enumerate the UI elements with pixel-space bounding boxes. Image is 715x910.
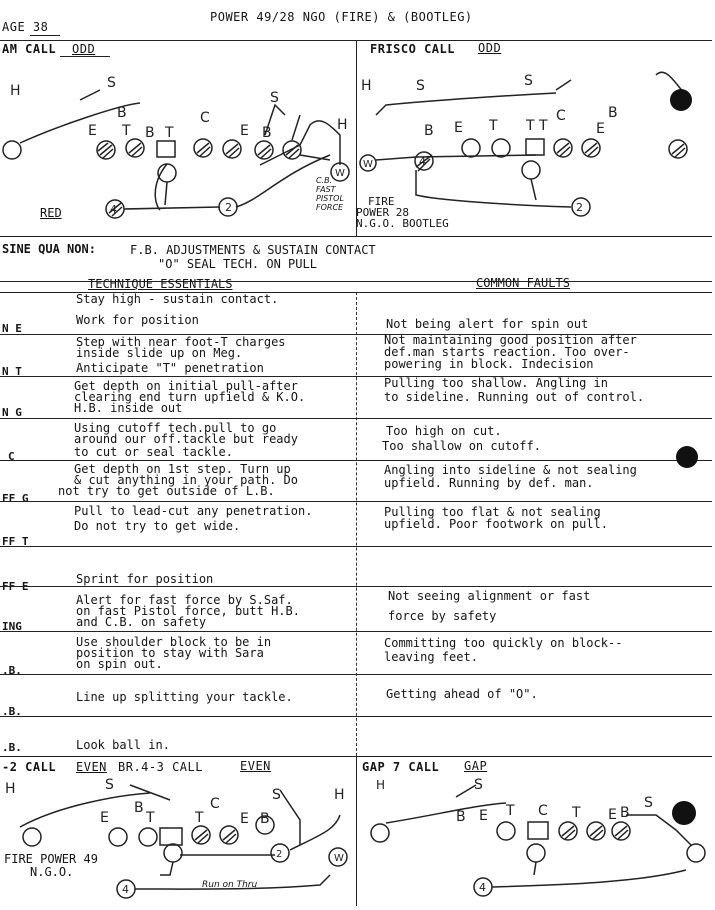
tech-line: & cut anything in your path. Do	[74, 473, 298, 487]
svg-text:T: T	[195, 810, 204, 826]
dark-blot	[670, 89, 692, 111]
player-circle	[109, 828, 127, 846]
tech-line: Sprint for position	[76, 572, 214, 586]
bottom-left-call-label: -2 CALL	[2, 760, 57, 774]
svg-text:C: C	[556, 108, 566, 124]
svg-text:H: H	[361, 78, 372, 94]
row-label: N G	[2, 406, 22, 419]
tech-line: Work for position	[76, 313, 199, 327]
svg-text:T: T	[165, 125, 174, 141]
svg-text:2: 2	[576, 201, 583, 214]
svg-text:C: C	[538, 803, 548, 819]
tech-line: Line up splitting your tackle.	[76, 690, 293, 704]
svg-text:B: B	[424, 123, 434, 139]
tech-line: Anticipate "T" penetration	[76, 361, 264, 375]
svg-text:2: 2	[225, 201, 232, 214]
tech-line: Do not try to get wide.	[74, 519, 241, 533]
fault-line: Committing too quickly on block--	[384, 636, 623, 650]
fault-line: powering in block. Indecision	[384, 357, 594, 371]
fault-line: Not seeing alignment or fast	[388, 589, 591, 603]
svg-text:C: C	[210, 796, 220, 812]
fault-line: Not being alert for spin out	[386, 317, 589, 331]
fault-line: leaving feet.	[384, 650, 478, 664]
svg-text:E: E	[596, 121, 605, 137]
svg-text:T: T	[489, 118, 498, 134]
row-separator	[0, 546, 712, 547]
svg-text:H: H	[10, 83, 21, 99]
bottom-left-call-value-2: EVEN	[240, 759, 271, 773]
row-separator	[0, 631, 712, 632]
top-right-caption: FIRE POWER 28 N.G.O. BOOTLEG	[356, 195, 449, 230]
tech-line: Look ball in.	[76, 738, 170, 752]
top-left-side-label: RED	[40, 206, 62, 220]
row-separator	[0, 716, 712, 717]
col-faults-header: COMMON FAULTS	[476, 276, 570, 290]
player-circle	[139, 828, 157, 846]
fault-line: to sideline. Running out of control.	[384, 390, 645, 404]
row-label: N E	[2, 322, 22, 335]
svg-text:H: H	[376, 778, 386, 792]
player-circle	[527, 844, 545, 862]
row-label: FF E	[2, 580, 29, 593]
center-square	[526, 139, 544, 155]
svg-text:E: E	[100, 810, 109, 826]
svg-text:T: T	[526, 118, 535, 134]
svg-text:T: T	[539, 118, 548, 134]
col-technique-header: TECHNIQUE ESSENTIALS	[88, 277, 233, 291]
fault-line: Angling into sideline & not sealing	[384, 463, 637, 477]
svg-text:E: E	[479, 808, 488, 824]
player-circle	[497, 822, 515, 840]
tech-line: position to stay with Sara	[76, 646, 264, 660]
sqn-line-2: "O" SEAL TECH. ON PULL	[158, 257, 317, 271]
top-left-call-label: AM CALL	[2, 42, 57, 56]
svg-text:S: S	[524, 73, 533, 89]
row-label: ING	[2, 620, 22, 633]
sqn-line-1: F.B. ADJUSTMENTS & SUSTAIN CONTACT	[130, 243, 376, 257]
top-left-call-value: ODD	[72, 42, 96, 56]
svg-text:S: S	[107, 75, 116, 91]
sqn-label: SINE QUA NON:	[2, 242, 96, 256]
svg-text:B: B	[145, 125, 155, 141]
row-label: .B.	[2, 705, 22, 718]
svg-text:W: W	[363, 159, 373, 170]
fault-line: Not maintaining good position after	[384, 333, 637, 347]
player-circle	[687, 844, 705, 862]
center-square	[157, 141, 175, 157]
svg-text:S: S	[474, 777, 483, 793]
row-label: .B.	[2, 741, 22, 754]
player-circle	[462, 139, 480, 157]
svg-text:4: 4	[122, 883, 129, 896]
svg-text:C: C	[200, 110, 210, 126]
tech-line: Stay high - sustain contact.	[76, 292, 279, 306]
svg-text:H: H	[337, 117, 348, 133]
svg-text:S: S	[272, 787, 281, 803]
player-circle	[492, 139, 510, 157]
page-label: AGE 38	[2, 20, 49, 34]
fault-line: Too shallow on cutoff.	[382, 439, 541, 453]
svg-text:B: B	[608, 105, 618, 121]
tech-line: on fast Pistol force, butt H.B.	[76, 604, 300, 618]
bottom-left-call-value: EVEN	[76, 760, 107, 774]
svg-text:H: H	[5, 781, 16, 797]
player-circle	[164, 844, 182, 862]
fault-line: upfield. Running by def. man.	[384, 476, 594, 490]
svg-text:E: E	[240, 123, 249, 139]
dark-blot	[672, 801, 696, 825]
svg-text:B: B	[260, 811, 270, 827]
svg-text:2: 2	[276, 849, 283, 860]
bottom-left-note: Run on Thru	[202, 880, 258, 890]
svg-text:S: S	[270, 90, 279, 106]
bottom-right-call-label: GAP 7 CALL	[362, 760, 440, 774]
dark-blot	[676, 446, 698, 468]
svg-text:B: B	[620, 805, 630, 821]
tech-line: not try to get outside of L.B.	[58, 484, 275, 498]
bottom-left-caption: FIRE POWER 49 N.G.O.	[4, 852, 98, 879]
page-title: POWER 49/28 NGO (FIRE) & (BOOTLEG)	[210, 10, 473, 24]
svg-text:H: H	[334, 787, 345, 803]
row-label: N T	[2, 365, 22, 378]
center-square	[160, 828, 182, 845]
bottom-left-call-label-2: BR.4-3 CALL	[118, 760, 203, 774]
row-separator	[0, 586, 712, 587]
svg-text:4: 4	[419, 155, 426, 168]
row-separator	[0, 418, 712, 419]
row-separator	[0, 674, 712, 675]
svg-text:B: B	[117, 105, 127, 121]
svg-text:E: E	[454, 120, 463, 136]
svg-text:T: T	[572, 805, 581, 821]
bottom-right-play-diagram	[356, 775, 712, 905]
fault-line: Pulling too flat & not sealing	[384, 505, 601, 519]
tech-line: H.B. inside out	[74, 401, 183, 415]
svg-text:S: S	[644, 795, 653, 811]
table-divider	[356, 292, 357, 756]
svg-text:E: E	[88, 123, 97, 139]
top-right-call-label: FRISCO CALL	[370, 42, 455, 56]
row-label: .B.	[2, 664, 22, 677]
fault-line: force by safety	[388, 609, 497, 623]
svg-text:T: T	[122, 123, 131, 139]
svg-text:E: E	[608, 807, 617, 823]
svg-text:B: B	[262, 125, 272, 141]
svg-text:B: B	[456, 809, 466, 825]
svg-text:W: W	[335, 168, 345, 179]
bottom-left-play-diagram	[0, 775, 356, 905]
svg-text:E: E	[240, 811, 249, 827]
tech-line: Use shoulder block to be in	[76, 635, 272, 649]
tech-line: Get depth on 1st step. Turn up	[74, 462, 291, 476]
center-square	[528, 822, 548, 839]
tech-line: Get depth on initial pull-after	[74, 379, 298, 393]
player-circle	[23, 828, 41, 846]
svg-text:B: B	[134, 800, 144, 816]
svg-text:T: T	[146, 810, 155, 826]
tech-line: Using cutoff tech.pull to go	[74, 421, 277, 435]
svg-text:T: T	[506, 803, 515, 819]
fault-line: Getting ahead of "O".	[386, 687, 538, 701]
tech-line: on spin out.	[76, 657, 163, 671]
tech-line: around our off.tackle but ready	[74, 432, 298, 446]
svg-text:S: S	[105, 777, 114, 793]
row-separator	[0, 460, 712, 461]
fault-line: Too high on cut.	[386, 424, 502, 438]
row-label: FF G	[2, 492, 29, 505]
bottom-right-call-value: GAP	[464, 759, 488, 773]
row-label: C	[8, 450, 15, 463]
tech-line: Step with near foot-T charges	[76, 335, 286, 349]
tech-line: Pull to lead-cut any penetration.	[74, 504, 313, 518]
fault-line: upfield. Poor footwork on pull.	[384, 517, 608, 531]
tech-line: to cut or seal tackle.	[74, 445, 233, 459]
top-left-note: C.B. FAST PISTOL FORCE	[316, 176, 344, 212]
fault-line: def.man starts reaction. Too over-	[384, 345, 630, 359]
tech-line: and C.B. on safety	[76, 615, 207, 629]
svg-text:S: S	[416, 78, 425, 94]
row-label: FF T	[2, 535, 29, 548]
sqn-top-line	[0, 236, 712, 237]
tech-line: inside slide up on Meg.	[76, 346, 243, 360]
top-right-call-value: ODD	[478, 41, 502, 55]
tech-line: Alert for fast force by S.Saf.	[76, 593, 293, 607]
page-label-underline	[30, 35, 60, 36]
fault-line: Pulling too shallow. Angling in	[384, 376, 608, 390]
player-circle	[371, 824, 389, 842]
player-circle	[3, 141, 21, 159]
row-separator	[0, 501, 712, 502]
svg-text:W: W	[334, 853, 344, 864]
tech-line: clearing end turn upfield & K.O.	[74, 390, 306, 404]
svg-text:4: 4	[479, 881, 486, 894]
player-circle	[522, 161, 540, 179]
svg-text:4: 4	[110, 203, 117, 216]
